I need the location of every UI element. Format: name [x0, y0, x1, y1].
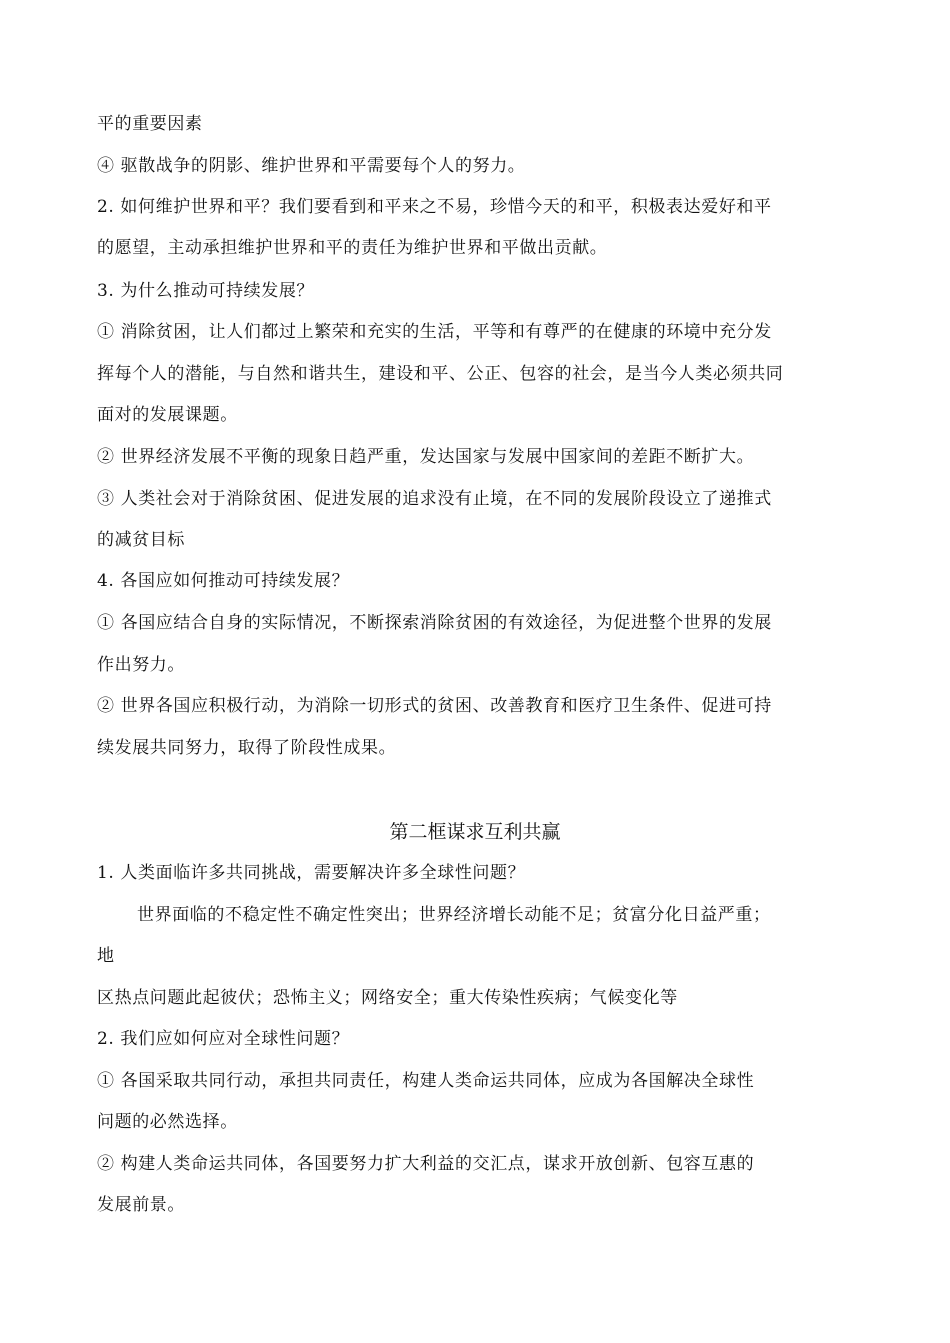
text-line: ② 世界各国应积极行动，为消除一切形式的贫困、改善教育和医疗卫生条件、促进可持	[97, 696, 772, 716]
text-line: ① 消除贫困，让人们都过上繁荣和充实的生活，平等和有尊严的在健康的环境中充分发	[97, 322, 772, 342]
text-line: 区热点问题此起彼伏；恐怖主义；网络安全；重大传染性疾病；气候变化等	[97, 988, 678, 1008]
text-line: 发展前景。	[97, 1195, 185, 1215]
text-line: 地	[97, 946, 115, 966]
text-line: ④ 驱散战争的阴影、维护世界和平需要每个人的努力。	[97, 156, 526, 176]
section-heading: 第二框谋求互利共赢	[389, 821, 561, 843]
text-line: 挥每个人的潜能，与自然和谐共生，建设和平、公正、包容的社会，是当今人类必须共同	[97, 364, 784, 384]
text-line: 问题的必然选择。	[97, 1112, 238, 1132]
text-line: 2. 我们应如何应对全球性问题？	[97, 1029, 350, 1049]
text-line: 1. 人类面临许多共同挑战，需要解决许多全球性问题？	[97, 863, 526, 883]
text-line: ① 各国应结合自身的实际情况，不断探索消除贫困的有效途径，为促进整个世界的发展	[97, 613, 772, 633]
text-line: 作出努力。	[97, 655, 185, 675]
text-line: 平的重要因素	[97, 114, 203, 134]
text-line: ② 构建人类命运共同体，各国要努力扩大利益的交汇点，谋求开放创新、包容互惠的	[97, 1154, 755, 1174]
text-line: 面对的发展课题。	[97, 405, 238, 425]
text-line: ② 世界经济发展不平衡的现象日趋严重，发达国家与发展中国家间的差距不断扩大。	[97, 447, 755, 467]
text-line: 世界面临的不稳定性不确定性突出；世界经济增长动能不足；贫富分化日益严重；	[137, 905, 771, 925]
text-line: 3. 为什么推动可持续发展？	[97, 281, 315, 301]
text-line: 的愿望，主动承担维护世界和平的责任为维护世界和平做出贡献。	[97, 238, 608, 258]
text-line: ① 各国采取共同行动，承担共同责任，构建人类命运共同体，应成为各国解决全球性	[97, 1071, 755, 1091]
text-line: 的减贫目标	[97, 530, 185, 550]
text-line: 4. 各国应如何推动可持续发展？	[97, 571, 350, 591]
text-line: 2. 如何维护世界和平？我们要看到和平来之不易，珍惜今天的和平，积极表达爱好和平	[97, 197, 772, 217]
text-line: 续发展共同努力，取得了阶段性成果。	[97, 738, 397, 758]
text-line: ③ 人类社会对于消除贫困、促进发展的追求没有止境，在不同的发展阶段设立了递推式	[97, 489, 772, 509]
